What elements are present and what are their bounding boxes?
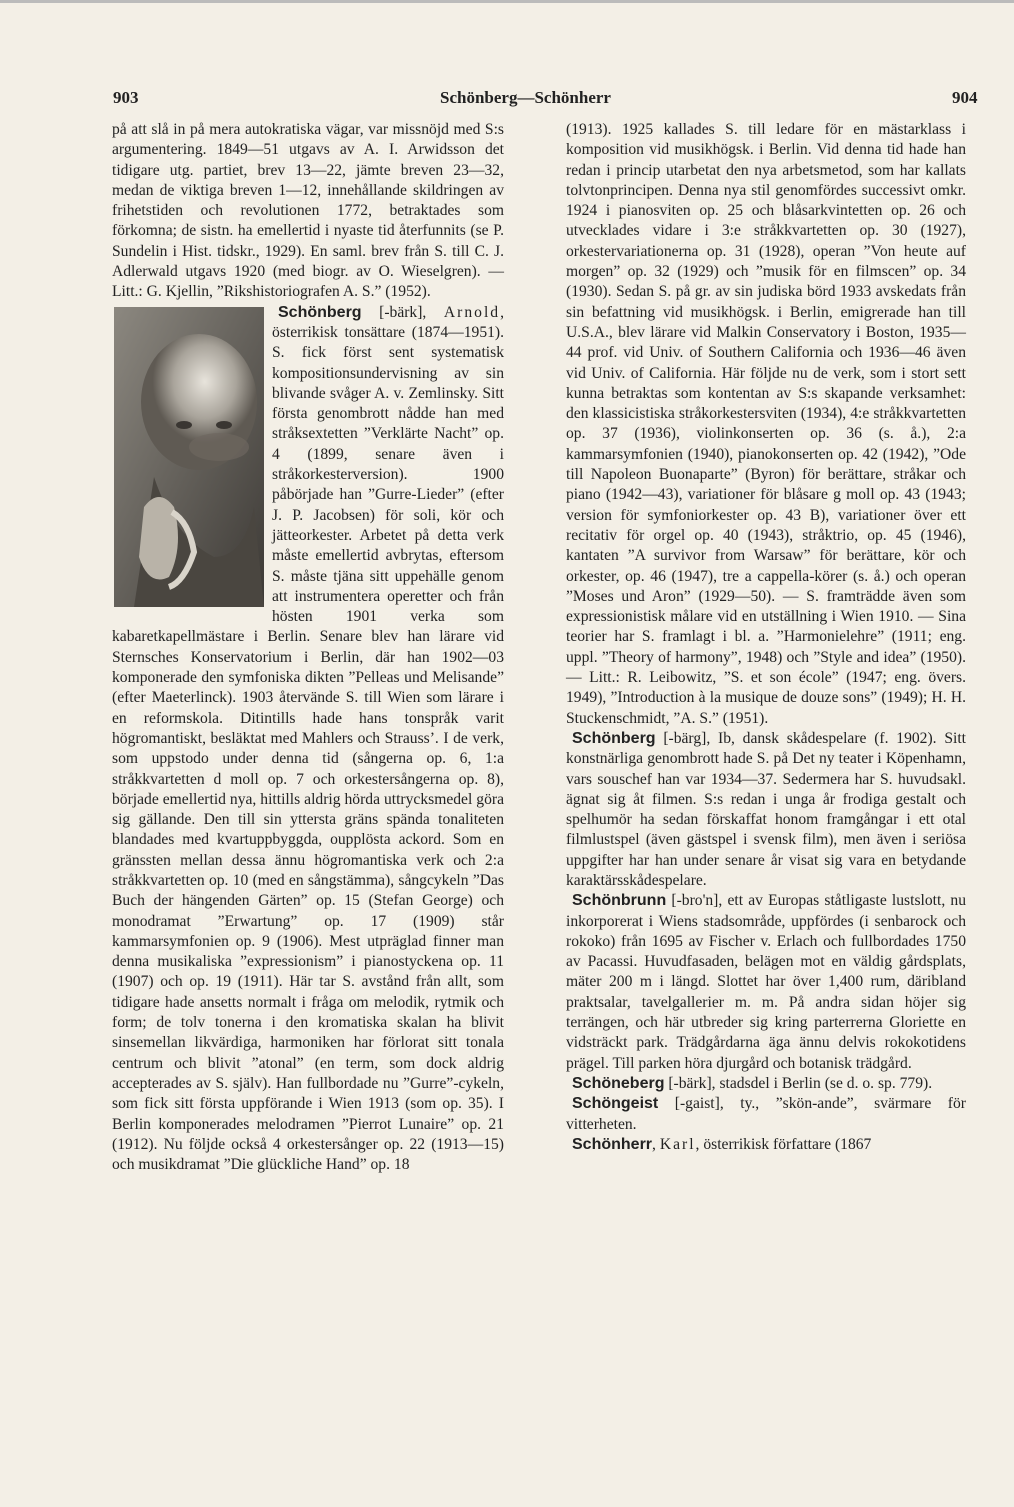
given-name: Ib bbox=[718, 729, 731, 747]
headword: Schöneberg bbox=[572, 1074, 665, 1092]
left-column bbox=[112, 120, 504, 1175]
page-header bbox=[0, 88, 1014, 112]
entry-text: [-bro'n], ett av Europas ståtligaste lustslott, nu inkorporerat i Wiens stadsområde, uppfördes (i senbarock och rokoko) från 1695 av Fischer v. Erlach och fullbordades 1750 av Pacassi. Huvudfasaden, belägen mot en väldig gårdsplats, mäter 200 m i längd. Slottet har över 1,400 rum, däribland praktsalar, tavelgallerier m. m. På andra sidan höjer sig terrängen, och här utbreder sig kring parterrerna Gloriette en vidsträckt park. Trädgårdarna äga ännu delvis rokokotidens prägel. Till parken höra djurgård och botanisk trädgård. bbox=[566, 892, 966, 1072]
continued-paragraph: på att slå in på mera autokratiska vägar, var missnöjd med S:s argumentering. 1849—51 utgavs av A. I. Arwidsson det tidigare utg. partiet, brev 13—22, jämte breven 23—32, medan de viktiga breven 1—12, innehållande skildringen av frihetstiden och revolutionen 1772, betraktades som förkomna; de sistn. ha emellertid i nyaste tid återfunnits (se P. Sundelin i Hist. tidskr., 1929). En saml. brev från S. till C. J. Adlerwald utgavs 1920 (med biogr. av O. Wieselgren). — Litt.: G. Kjellin, ”Rikshistoriografen A. S.” (1952). bbox=[112, 121, 504, 301]
page-number-right: 904 bbox=[952, 88, 978, 107]
entry-text: [-bärk], stadsdel i Berlin (se d. o. sp. 779). bbox=[664, 1074, 933, 1092]
running-title: Schönberg—Schönherr bbox=[440, 88, 611, 107]
given-name: Arnold bbox=[443, 303, 501, 321]
pronunciation: [-bärk], bbox=[361, 303, 444, 321]
headword: Schönherr bbox=[572, 1135, 653, 1153]
entry-text: , österrikisk tonsättare (1874—1951). S. fick först sent systematisk kompositionsundervisning av sin blivande svåger A. v. Zemlinsky. Sitt första genombrott nådde han med stråksextetten ”Verklärte Nacht” op. 4 (1899, senare även i stråkorkesterversion). 1900 påbörjade han ”Gurre-Lieder” (efter J. P. Jacobsen) för soli, kör och jätteorkester. Arbetet på detta verk måste emellertid avbrytas, eftersom S. måste tjäna sitt uppehälle genom att instrumentera operetter och från hösten 1901 verka som kabaretkapellmästare i Berlin. Senare blev han lärare vid Sternsches Konservatorium i Berlin, där han 1902—03 komponerade den symfoniska dikten ”Pelleas und Melisande” (efter Maeterlinck). 1903 återvände S. till Wien som lärare i en reformskola. Ditintills hade hans tonspråk varit högromantiskt, besläktat med Mahlers och Strauss’. I de verk, som uppstodo under denna tid (sångerna op. 6, 1:a stråkkvartetten d moll op. 7 och orkestersångerna op. 8), började emellertid nya, hittills aldrig hörda uttrycksmedel göra sig gällande. Den till sin yttersta gräns spända tonaliteten blandades med kvartuppbyggda, oupplösta ackord. Som en gränssten mellan dessa ännu högromantiska verk och 2:a stråkkvartetten op. 10 (med en sångstämma), sångcykeln ”Das Buch der hängenden Gärten” op. 15 (Stefan George) och monodramat ”Erwartung” op. 17 (1909) står kammarsymfonien op. 9 (1906). Mest utpräglad finner man denna musikaliska ”expressionism” i pianostyckena op. 11 (1907) och op. 19 (1911). Här tar S. avstånd från allt, som tidigare hade ansetts normalt i fråga om melodik, rytmik och form; de tolv tonerna i den kromatiska skalan ha blivit sinsemellan likvärdiga, harmoniken har förlorat sitt tonala centrum och blivit ”atonal” (en term, som dock aldrig accepterades av S. själv). Han fullbordade nu ”Gurre”-cykeln, som fick sitt första uppförande i Wien 1913 (som op. 35). I Berlin komponerades melodramen ”Pierrot Lunaire” op. 21 (1912). Nu följde också 4 orkestersånger op. 22 (1913—15) och musikdramat ”Die glückliche Hand” op. 18 bbox=[112, 303, 504, 1174]
headword: Schöngeist bbox=[572, 1095, 659, 1113]
entry-schonherr bbox=[566, 1135, 966, 1155]
entry-schonberg-ib bbox=[566, 729, 966, 891]
entry-schoneberg bbox=[566, 1074, 966, 1094]
page-top-rule bbox=[0, 0, 1014, 3]
pronunciation: , bbox=[652, 1135, 660, 1153]
continued-paragraph: (1913). 1925 kallades S. till ledare för en mästarklass i komposition vid musikhögsk. i Berlin. Vid denna tid hade han redan i princip utarbetat den nya arbetsmetod, som har kallats tolvtonprincipen. Denna nya stil genomfördes successivt omkr. 1924 i pianosviten op. 25 och blåsarkvintetten op. 26 och utvecklades vidare i 3:e stråkkvartetten op. 30 (1927), orkestervariationerna op. 31 (1928), operan ”Von heute auf morgen” op. 32 (1929) och ”musik för en filmscen” op. 34 (1930). Sedan S. på gr. av sin judiska börd 1933 avskedats från sin befattning vid musikhögsk. i Berlin, emigrerade han till U.S.A., blev lärare vid Malkin Conservatory i Boston, 1935—44 prof. vid Univ. of Southern California och 1936—46 även vid Univ. of California. Här följde nu de verk, som i stort sett kunna betraktas som kontentan av S:s skapande verksamhet: den klassicistiska stråkorkestersviten (1934), 4:e stråkkvartetten op. 37 (1936), violinkonserten op. 36 (s. å.), 2:a kammarsymfonien (1940), pianokonserten op. 42 (1942), ”Ode till Napoleon Buonaparte” (Byron) för berättare, stråkar och piano (1942—43), variationer för blåsare g moll op. 43 (1943; version för symfoniorkester op. 43 B), variationer över ett recitativ för orgel op. 40 (1943), stråktrio, op. 45 (1946), kantaten ”A survivor from Warsaw” för berättare, kör och orkester, op. 46 (1947), tre a cappella-körer (s. å.) och operan ”Moses und Aron” (1929—50). — S. framträdde även som expressionistisk målare vid en utställning i Wien 1910. — Sina teorier har S. framlagt i bl. a. ”Harmonielehre” (1911; eng. uppl. ”Theory of harmony”, 1948) och ”Style and idea” (1950). — Litt.: R. Leibowitz, ”S. et son école” (1947; eng. övers. 1949), ”Introduction à la musique de douze sons” (1949); H. H. Stuckenschmidt, ”A. S.” (1951). bbox=[566, 121, 966, 727]
right-column bbox=[566, 120, 966, 1155]
headword: Schönberg bbox=[278, 303, 362, 321]
entry-text: [-gaist], ty., ”skön-ande”, svärmare för vitterheten. bbox=[566, 1095, 966, 1133]
portrait-photo bbox=[114, 307, 264, 607]
headword: Schönbrunn bbox=[572, 892, 667, 910]
headword: Schönberg bbox=[572, 729, 656, 747]
entry-schonberg-arnold bbox=[112, 303, 504, 1176]
page-number-left: 903 bbox=[113, 88, 139, 107]
entry-text: , dansk skådespelare (f. 1902). Sitt konstnärliga genombrott hade S. på Det ny teater i Köpenhamn, vars souschef han var 1934—37. Sedermera har S. huvudsakl. ägnat sig åt filmen. S:s redan i unga år frodiga gestalt och spelhumör ha sedan förskaffat honom framgångar i ett otal filmlustspel (även gästspel i svensk film), men även i seriösa uppgifter har han under senare år visat sig vara en betydande karaktärsskådespelare. bbox=[566, 729, 966, 889]
pronunciation: [-bärg], bbox=[655, 729, 718, 747]
entry-schonbrunn bbox=[566, 891, 966, 1074]
given-name: Karl bbox=[659, 1135, 696, 1153]
entry-text: , österrikisk författare (1867 bbox=[695, 1135, 872, 1153]
entry-schongeist bbox=[566, 1094, 966, 1135]
